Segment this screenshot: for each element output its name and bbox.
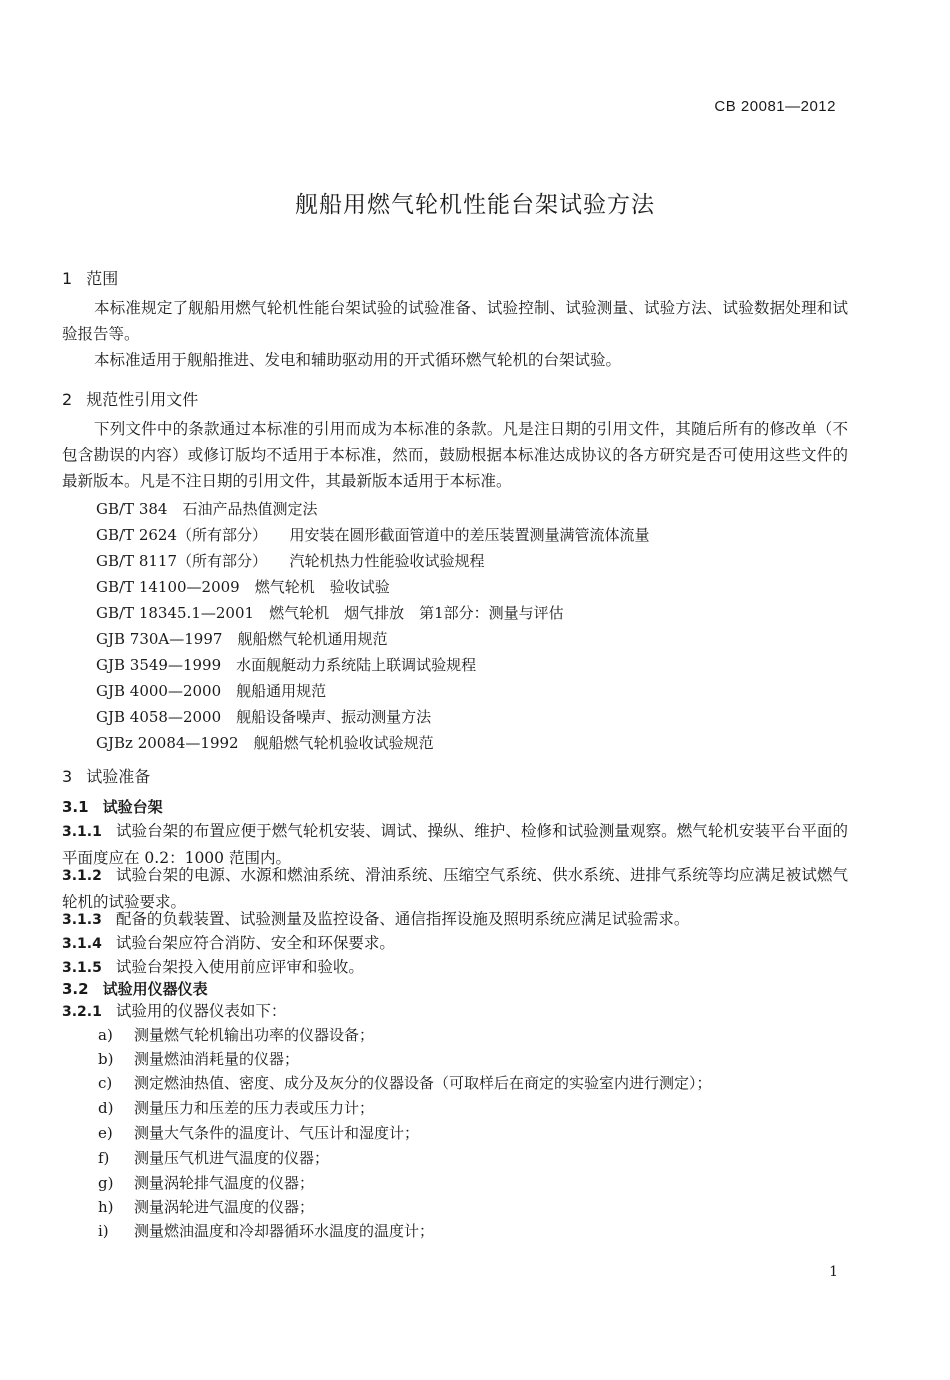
subsection-3-2-heading: 3.2 试验用仪器仪表 — [62, 980, 208, 998]
reference-item: GB/T 18345.1—2001 燃气轮机 烟气排放 第1部分：测量与评估 — [96, 604, 564, 622]
reference-item: GB/T 8117（所有部分） 汽轮机热力性能验收试验规程 — [96, 552, 485, 570]
section-title: 范围 — [86, 269, 119, 288]
page-title: 舰船用燃气轮机性能台架试验方法 — [295, 192, 655, 218]
section-1-heading — [62, 266, 118, 289]
list-item: f) 测量压气机进气温度的仪器； — [98, 1149, 330, 1167]
section-2-heading — [62, 387, 198, 410]
reference-item: GJBz 20084—1992 舰船燃气轮机验收试验规范 — [96, 734, 434, 752]
list-item: e) 测量大气条件的温度计、气压计和湿度计； — [98, 1124, 420, 1142]
section-3-heading — [62, 764, 150, 787]
standard-number: CB 20081—2012 — [714, 98, 836, 115]
list-item: d) 测量压力和压差的压力表或压力计； — [98, 1099, 375, 1117]
section-number: 2 — [62, 390, 73, 409]
clause-3-2-1: 3.2.1 试验用的仪器仪表如下： — [62, 1002, 287, 1020]
clause-3-1-1: 3.1.1 试验台架的布置应便于燃气轮机安装、调试、操纵、维护、检修和试验测量观察。燃气轮机安装平台平面的平面度应在 0.2：1000 范围内。 — [62, 822, 848, 867]
section-number: 3 — [62, 767, 73, 786]
section-title: 试验准备 — [86, 767, 151, 786]
clause-3-1-3: 3.1.3 配备的负载装置、试验测量及监控设备、通信指挥设施及照明系统应满足试验需求。 — [62, 910, 690, 928]
reference-item: GJB 3549—1999 水面舰艇动力系统陆上联调试验规程 — [96, 656, 477, 674]
reference-item: GJB 4058—2000 舰船设备噪声、振动测量方法 — [96, 708, 432, 726]
page-number: 1 — [829, 1264, 838, 1280]
clause-3-1-2: 3.1.2 试验台架的电源、水源和燃油系统、滑油系统、压缩空气系统、供水系统、进排气系统等均应满足被试燃气轮机的试验要求。 — [62, 866, 848, 911]
list-item: b) 测量燃油消耗量的仪器； — [98, 1050, 300, 1068]
section-title: 规范性引用文件 — [86, 390, 199, 409]
reference-item: GJB 730A—1997 舰船燃气轮机通用规范 — [96, 630, 388, 648]
reference-item: GB/T 14100—2009 燃气轮机 验收试验 — [96, 578, 390, 596]
list-item: c) 测定燃油热值、密度、成分及灰分的仪器设备（可取样后在商定的实验室内进行测定）； — [98, 1074, 712, 1092]
paragraph: 本标准规定了舰船用燃气轮机性能台架试验的试验准备、试验控制、试验测量、试验方法、试验数据处理和试验报告等。 — [62, 299, 848, 343]
reference-item: GB/T 384 石油产品热值测定法 — [96, 500, 318, 518]
paragraph: 本标准适用于舰船推进、发电和辅助驱动用的开式循环燃气轮机的台架试验。 — [94, 351, 622, 369]
list-item: i) 测量燃油温度和冷却器循环水温度的温度计； — [98, 1222, 435, 1240]
reference-item: GJB 4000—2000 舰船通用规范 — [96, 682, 327, 700]
clause-3-1-4: 3.1.4 试验台架应符合消防、安全和环保要求。 — [62, 934, 395, 952]
list-item: g) 测量涡轮排气温度的仪器； — [98, 1174, 315, 1192]
list-item: h) 测量涡轮进气温度的仪器； — [98, 1198, 315, 1216]
list-item: a) 测量燃气轮机输出功率的仪器设备； — [98, 1026, 375, 1044]
subsection-3-1-heading: 3.1 试验台架 — [62, 798, 163, 816]
paragraph: 下列文件中的条款通过本标准的引用而成为本标准的条款。凡是注日期的引用文件，其随后所有的修改单（不包含勘误的内容）或修订版均不适用于本标准，然而，鼓励根据本标准达成协议的各方研究是否可使用这些文件的最新版本。凡是不注日期的引用文件，其最新版本适用于本标准。 — [62, 420, 848, 490]
clause-3-1-5: 3.1.5 试验台架投入使用前应评审和验收。 — [62, 958, 364, 976]
reference-item: GB/T 2624（所有部分） 用安装在圆形截面管道中的差压装置测量满管流体流量 — [96, 526, 650, 544]
section-number: 1 — [62, 269, 73, 288]
